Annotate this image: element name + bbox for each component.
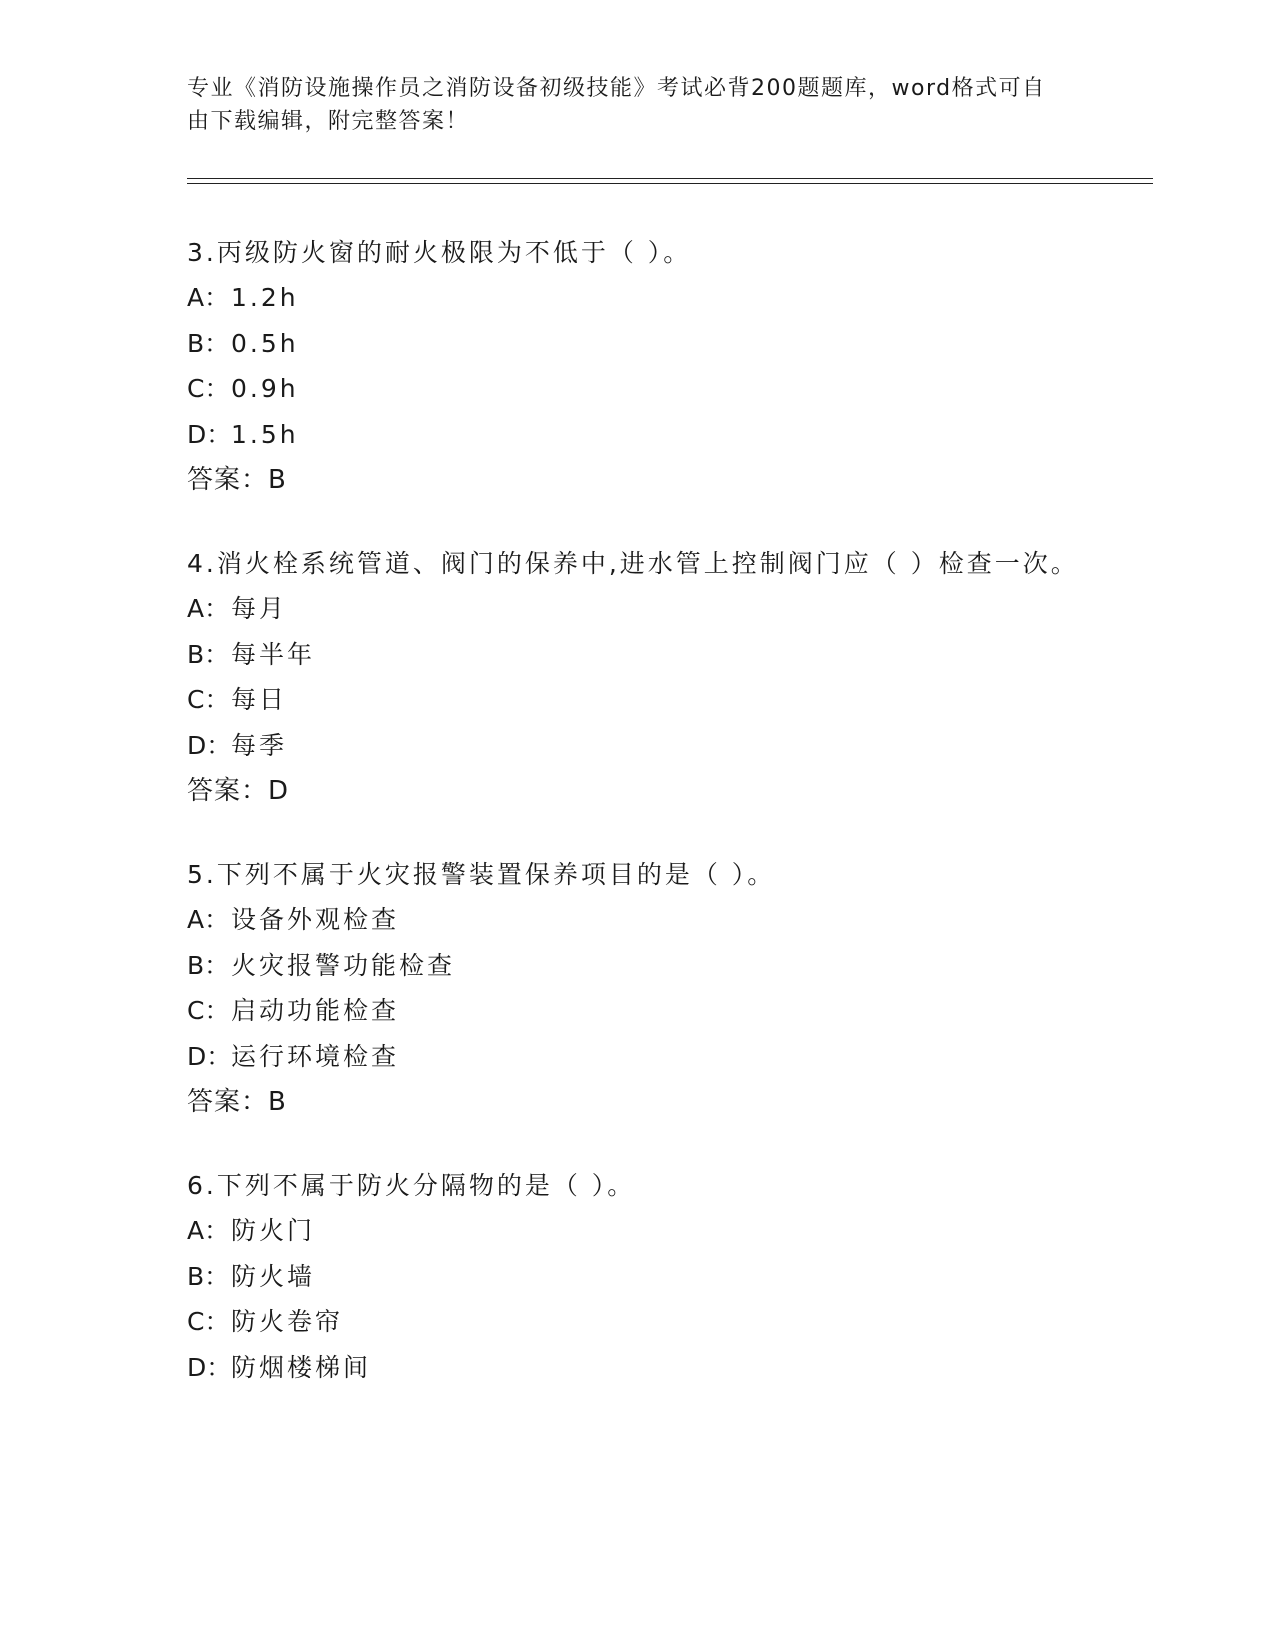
option-text: 每季: [231, 730, 288, 760]
option-a: [187, 586, 1087, 632]
header-divider-top: [187, 178, 1153, 179]
question-stem: 4.消火栓系统管道、阀门的保养中,进水管上控制阀门应（ ）检查一次。: [187, 549, 1079, 578]
option-letter: B：: [187, 1261, 230, 1291]
question-5: [187, 852, 1087, 1125]
option-d: [187, 1034, 1087, 1080]
option-list: [187, 275, 1087, 457]
document-header: 专业《消防设施操作员之消防设备初级技能》考试必背200题题库，word格式可自由下载编辑，附完整答案！: [187, 76, 1046, 134]
answer-line: 答案：D: [187, 776, 290, 806]
option-b: [187, 1254, 1087, 1300]
option-text: 0.9h: [231, 374, 299, 403]
option-letter: A：: [187, 594, 230, 623]
question-list: [187, 230, 1087, 1428]
option-b: [187, 321, 1087, 367]
option-c: [187, 1299, 1087, 1345]
option-text: 防火墙: [231, 1261, 316, 1291]
option-letter: A：: [187, 283, 230, 312]
option-letter: B：: [187, 950, 230, 980]
option-d: [187, 1345, 1087, 1391]
option-letter: A：: [187, 1216, 230, 1245]
question-stem: 6.下列不属于防火分隔物的是（ ）。: [187, 1171, 636, 1200]
option-c: [187, 677, 1087, 723]
answer-line: 答案：B: [187, 465, 287, 495]
option-text: 每半年: [231, 639, 316, 669]
option-text: 防烟楼梯间: [231, 1352, 372, 1382]
option-letter: D：: [187, 730, 232, 760]
option-text: 0.5h: [231, 328, 299, 358]
option-d: [187, 723, 1087, 769]
option-text: 防火卷帘: [231, 1307, 344, 1336]
option-letter: C：: [187, 996, 230, 1025]
option-text: 每月: [231, 594, 288, 623]
option-d: [187, 412, 1087, 458]
option-letter: C：: [187, 685, 230, 714]
option-b: [187, 943, 1087, 989]
question-stem: 3.丙级防火窗的耐火极限为不低于（ ）。: [187, 238, 692, 267]
option-a: [187, 897, 1087, 943]
option-letter: C：: [187, 1307, 230, 1336]
option-letter: D：: [187, 1352, 232, 1382]
header-divider-bottom: [187, 183, 1153, 184]
option-text: 启动功能检查: [231, 996, 400, 1025]
question-4: [187, 541, 1087, 814]
option-text: 1.2h: [231, 283, 299, 312]
option-text: 运行环境检查: [231, 1041, 400, 1071]
option-b: [187, 632, 1087, 678]
answer-line: 答案：B: [187, 1087, 287, 1117]
question-6: [187, 1163, 1087, 1390]
option-a: [187, 275, 1087, 321]
option-c: [187, 988, 1087, 1034]
option-letter: C：: [187, 374, 230, 403]
option-list: [187, 1208, 1087, 1390]
question-stem: 5.下列不属于火灾报警装置保养项目的是（ ）。: [187, 860, 776, 889]
option-list: [187, 897, 1087, 1079]
option-text: 设备外观检查: [231, 905, 400, 934]
option-letter: B：: [187, 639, 230, 669]
option-letter: A：: [187, 905, 230, 934]
option-letter: D：: [187, 419, 232, 449]
option-text: 火灾报警功能检查: [231, 950, 456, 980]
option-letter: B：: [187, 328, 230, 358]
option-list: [187, 586, 1087, 768]
option-letter: D：: [187, 1041, 232, 1071]
option-text: 防火门: [231, 1216, 316, 1245]
option-a: [187, 1208, 1087, 1254]
option-c: [187, 366, 1087, 412]
option-text: 每日: [231, 685, 288, 714]
option-text: 1.5h: [231, 419, 299, 449]
question-3: [187, 230, 1087, 503]
